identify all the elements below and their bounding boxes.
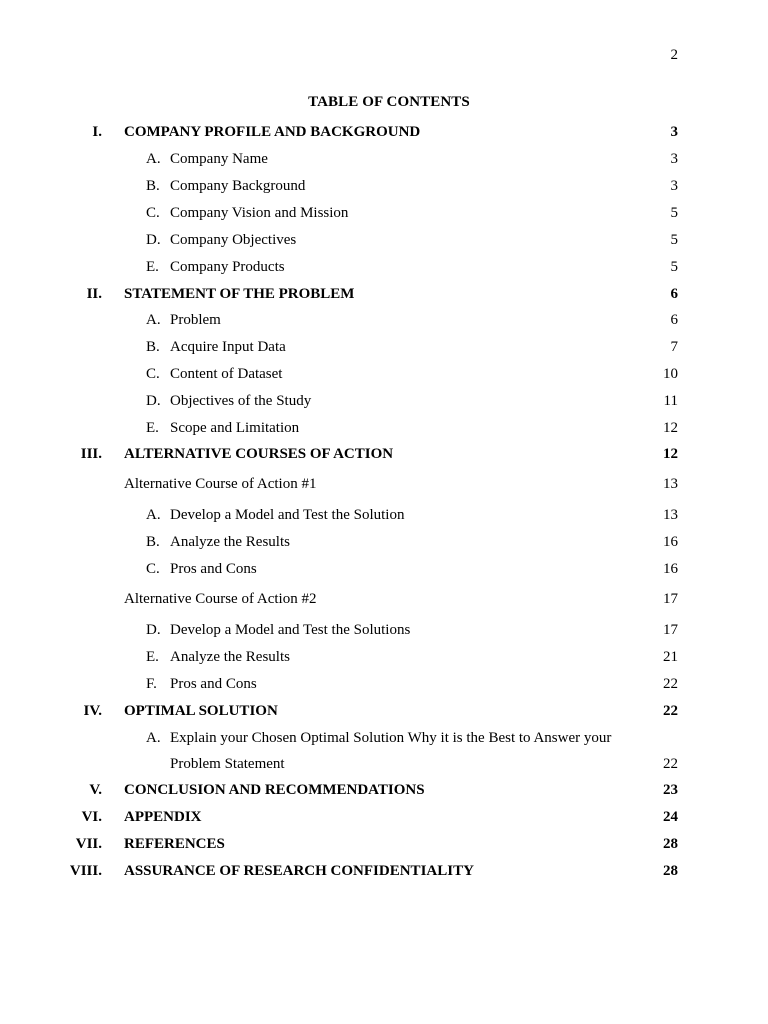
entry-title: Analyze the Results [170, 649, 290, 665]
page-ref: 16 [663, 561, 678, 577]
entry-title: Company Background [170, 178, 306, 194]
page-ref: 12 [663, 420, 678, 436]
entry-letter: C. [146, 205, 160, 221]
entry-title: Company Objectives [170, 232, 297, 248]
toc-entry [0, 730, 768, 752]
entry-title: Pros and Cons [170, 676, 257, 692]
section-title: ALTERNATIVE COURSES OF ACTION [124, 446, 394, 462]
page-ref: 24 [663, 809, 678, 825]
page-ref: 17 [663, 591, 678, 607]
page-ref: 22 [663, 756, 678, 772]
toc-entry [0, 507, 768, 529]
section-numeral: I. [92, 124, 102, 140]
toc-section-iv [0, 703, 768, 725]
toc-section-viii [0, 863, 768, 885]
entry-title: Analyze the Results [170, 534, 290, 550]
entry-letter: E. [146, 259, 159, 275]
entry-letter: C. [146, 561, 160, 577]
entry-title: Explain your Chosen Optimal Solution Why it is the Best to Answer your [170, 730, 612, 746]
page-ref: 21 [663, 649, 678, 665]
page-ref: 10 [663, 366, 678, 382]
page-ref: 5 [670, 259, 678, 275]
toc-entry [0, 366, 768, 388]
toc-section-v [0, 782, 768, 804]
page-ref: 28 [663, 863, 678, 879]
entry-title: Pros and Cons [170, 561, 257, 577]
page-ref: 13 [663, 476, 678, 492]
toc-section-iii [0, 446, 768, 468]
toc-entry [0, 259, 768, 281]
entry-letter: E. [146, 420, 159, 436]
page-ref: 17 [663, 622, 678, 638]
page-number: 2 [670, 47, 678, 63]
page-ref: 13 [663, 507, 678, 523]
page-ref: 3 [670, 178, 678, 194]
entry-title: Company Name [170, 151, 268, 167]
entry-letter: D. [146, 622, 161, 638]
toc-entry [0, 312, 768, 334]
page-ref: 16 [663, 534, 678, 550]
toc-entry [0, 393, 768, 415]
toc-entry [0, 178, 768, 200]
section-title: STATEMENT OF THE PROBLEM [124, 286, 355, 302]
section-title: ASSURANCE OF RESEARCH CONFIDENTIALITY [124, 863, 474, 879]
entry-letter: D. [146, 393, 161, 409]
page-ref: 12 [663, 446, 678, 462]
toc-section-vi [0, 809, 768, 831]
entry-title: Develop a Model and Test the Solution [170, 507, 405, 523]
toc-entry [0, 534, 768, 556]
page-ref: 6 [670, 312, 678, 328]
entry-title: Scope and Limitation [170, 420, 300, 436]
section-numeral: II. [86, 286, 102, 302]
entry-letter: A. [146, 312, 161, 328]
page-ref: 28 [663, 836, 678, 852]
toc-entry [0, 151, 768, 173]
section-title: REFERENCES [124, 836, 225, 852]
section-numeral: V. [89, 782, 102, 798]
entry-letter: C. [146, 366, 160, 382]
entry-title: Acquire Input Data [170, 339, 286, 355]
entry-letter: A. [146, 151, 161, 167]
page-ref: 3 [670, 151, 678, 167]
page-ref: 11 [663, 393, 678, 409]
toc-entry [0, 205, 768, 227]
page-ref: 22 [663, 676, 678, 692]
toc-entry [0, 649, 768, 671]
toc-entry [0, 339, 768, 361]
section-title: CONCLUSION AND RECOMMENDATIONS [124, 782, 425, 798]
toc-entry-continuation [0, 756, 768, 778]
entry-letter: B. [146, 339, 160, 355]
entry-title: Company Vision and Mission [170, 205, 349, 221]
toc-section-vii [0, 836, 768, 858]
section-numeral: III. [80, 446, 102, 462]
section-title: COMPANY PROFILE AND BACKGROUND [124, 124, 421, 140]
toc-section-i [0, 124, 768, 146]
entry-letter: E. [146, 649, 159, 665]
section-title: APPENDIX [124, 809, 202, 825]
toc-title: TABLE OF CONTENTS [308, 94, 470, 110]
entry-letter: A. [146, 730, 161, 746]
entry-title-continued: Problem Statement [170, 756, 285, 772]
section-numeral: VI. [81, 809, 102, 825]
section-title: OPTIMAL SOLUTION [124, 703, 278, 719]
subheading-title: Alternative Course of Action #1 [124, 476, 317, 492]
entry-letter: B. [146, 178, 160, 194]
page-ref: 5 [670, 232, 678, 248]
entry-title: Company Products [170, 259, 285, 275]
entry-letter: F. [146, 676, 157, 692]
page-ref: 22 [663, 703, 678, 719]
toc-entry [0, 232, 768, 254]
subheading-title: Alternative Course of Action #2 [124, 591, 317, 607]
page-ref: 3 [670, 124, 678, 140]
toc-subheading [0, 591, 768, 613]
toc-entry [0, 561, 768, 583]
page-ref: 7 [670, 339, 678, 355]
page-ref: 6 [670, 286, 678, 302]
toc-section-ii [0, 286, 768, 308]
section-numeral: VII. [75, 836, 102, 852]
page-ref: 5 [670, 205, 678, 221]
entry-letter: D. [146, 232, 161, 248]
entry-letter: B. [146, 534, 160, 550]
toc-entry [0, 622, 768, 644]
entry-title: Content of Dataset [170, 366, 283, 382]
entry-title: Objectives of the Study [170, 393, 312, 409]
entry-title: Develop a Model and Test the Solutions [170, 622, 411, 638]
toc-subheading [0, 476, 768, 498]
section-numeral: VIII. [69, 863, 102, 879]
toc-entry [0, 420, 768, 442]
toc-entry [0, 676, 768, 698]
page-ref: 23 [663, 782, 678, 798]
section-numeral: IV. [83, 703, 102, 719]
entry-title: Problem [170, 312, 221, 328]
entry-letter: A. [146, 507, 161, 523]
